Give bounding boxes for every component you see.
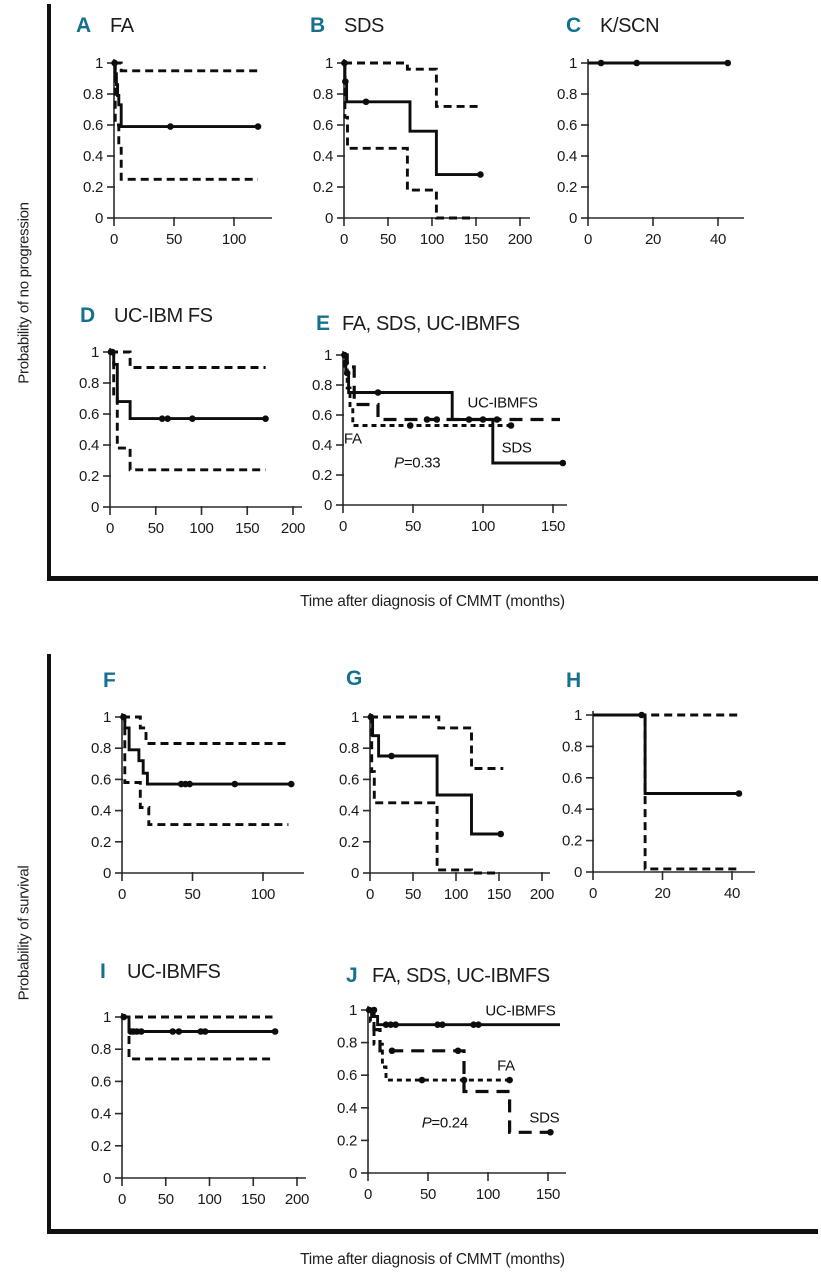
x-tick-label: 0 — [105, 520, 115, 537]
x-tick-label: 150 — [235, 520, 260, 537]
panel-letter: J — [346, 964, 358, 987]
x-tick-label: 0 — [339, 231, 349, 248]
censor-mark — [424, 416, 431, 423]
censor-mark — [419, 1077, 426, 1084]
y-tick-label: 0.8 — [91, 1041, 111, 1059]
y-tick-label: 1 — [348, 1002, 357, 1019]
censor-mark — [560, 460, 567, 467]
x-tick-label: 0 — [117, 886, 127, 903]
y-tick-label: 0.6 — [562, 769, 582, 787]
panel-title: K/SCN — [600, 15, 660, 37]
y-tick-label: 0 — [350, 865, 359, 882]
y-tick-label: 0 — [324, 210, 333, 227]
y-tick-label: 0.2 — [339, 833, 359, 851]
censor-mark — [232, 781, 239, 788]
annotation-label: FA — [497, 1057, 515, 1075]
series-upper_ci-line — [110, 352, 266, 368]
y-tick-label: 1 — [324, 55, 333, 72]
annotation-label: SDS — [501, 439, 532, 457]
annotation-label: UC-IBMFS — [467, 394, 538, 412]
censor-mark — [262, 415, 269, 422]
y-tick-label: 1 — [573, 707, 582, 724]
series-lower_ci-line — [344, 63, 474, 218]
x-tick-label: 200 — [507, 231, 533, 248]
x-tick-label: 50 — [147, 520, 164, 537]
annotation-label: P=0.24 — [421, 1114, 468, 1132]
censor-mark — [189, 415, 196, 422]
x-tick-label: 50 — [184, 886, 201, 903]
y-tick-label: 0.4 — [79, 437, 99, 454]
panel-F — [91, 669, 304, 903]
panel-title: FA — [110, 15, 134, 37]
y-tick-label: 0.8 — [313, 86, 333, 103]
y-tick-label: 0.2 — [562, 832, 582, 850]
y-tick-label: 0.6 — [312, 407, 332, 424]
y-tick-label: 0.8 — [337, 1034, 357, 1052]
y-tick-label: 0 — [568, 210, 577, 227]
y-tick-label: 0.6 — [313, 117, 333, 134]
panel-title: SDS — [344, 15, 384, 37]
y-tick-label: 0.2 — [79, 468, 99, 485]
censor-mark — [164, 415, 171, 422]
x-tick-label: 50 — [165, 231, 183, 248]
censor-mark — [138, 1028, 145, 1035]
censor-mark — [466, 416, 473, 423]
x-tick-label: 50 — [404, 886, 422, 903]
annotation-label: UC-IBMFS — [485, 1002, 556, 1020]
panel-I — [91, 960, 309, 1208]
y-tick-label: 0.4 — [313, 148, 333, 165]
x-tick-label: 150 — [241, 1191, 266, 1208]
y-tick-label: 0.4 — [312, 437, 332, 454]
y-tick-label: 1 — [568, 55, 577, 72]
y-tick-label: 0.6 — [337, 1067, 357, 1085]
x-tick-label: 50 — [404, 518, 422, 535]
y-tick-label: 0.2 — [91, 1137, 111, 1155]
x-tick-label: 0 — [117, 1191, 127, 1208]
y-tick-label: 0.4 — [339, 802, 359, 820]
y-tick-label: 0.2 — [337, 1132, 357, 1150]
y-tick-label: 0 — [102, 865, 111, 882]
censor-mark — [167, 123, 174, 130]
y-tick-label: 0.6 — [91, 1073, 111, 1091]
x-tick-label: 200 — [529, 886, 555, 903]
annotation-label: FA — [343, 430, 362, 448]
y-tick-label: 0 — [90, 499, 99, 516]
censor-mark — [407, 422, 414, 429]
panel-B — [310, 14, 532, 248]
x-tick-label: 50 — [157, 1191, 174, 1208]
censor-mark — [169, 1028, 176, 1035]
x-tick-label: 150 — [463, 231, 489, 248]
censor-mark — [434, 416, 441, 423]
censor-mark — [477, 171, 484, 178]
censor-mark — [480, 416, 487, 423]
x-tick-label: 100 — [443, 886, 469, 903]
y-tick-label: 0.6 — [557, 117, 577, 134]
y-tick-label: 1 — [94, 55, 103, 72]
censor-mark — [439, 1021, 446, 1028]
censor-mark — [461, 1077, 468, 1084]
y-axis-label-survival: Probability of survival — [15, 865, 33, 1001]
y-tick-label: 0.2 — [83, 179, 103, 196]
censor-mark — [736, 790, 743, 797]
x-axis-caption-bottom: Time after diagnosis of CMMT (months) — [300, 1251, 565, 1268]
censor-mark — [633, 60, 640, 67]
y-tick-label: 0.8 — [562, 738, 582, 756]
x-tick-label: 0 — [109, 231, 119, 248]
panel-letter: A — [76, 14, 92, 37]
x-tick-label: 0 — [338, 518, 348, 535]
censor-mark — [494, 416, 501, 423]
y-tick-label: 0.6 — [91, 771, 111, 789]
y-tick-label: 1 — [350, 709, 359, 726]
y-tick-label: 0.2 — [557, 179, 577, 196]
x-tick-label: 100 — [250, 886, 276, 903]
series-estimate-line — [122, 717, 291, 784]
x-tick-label: 100 — [419, 231, 445, 248]
y-tick-label: 0.6 — [79, 406, 99, 423]
series-estimate-line — [110, 352, 266, 419]
censor-mark — [176, 1028, 183, 1035]
x-tick-label: 50 — [379, 231, 397, 248]
y-tick-label: 0.8 — [91, 740, 111, 758]
x-tick-label: 0 — [588, 885, 598, 902]
censor-mark — [388, 753, 395, 760]
series-estimate-line — [593, 715, 739, 794]
y-tick-label: 0 — [94, 210, 103, 227]
x-tick-label: 150 — [540, 518, 566, 535]
x-tick-label: 100 — [189, 520, 214, 537]
panel-letter: B — [310, 14, 326, 37]
panel-letter: D — [80, 304, 96, 327]
y-tick-label: 0.4 — [91, 802, 111, 820]
censor-mark — [475, 1021, 482, 1028]
series-estimate-line — [344, 63, 480, 175]
series-upper_ci-line — [114, 63, 258, 71]
y-tick-label: 0.4 — [337, 1099, 357, 1117]
x-tick-label: 0 — [363, 1186, 373, 1203]
censor-mark — [497, 831, 504, 838]
censor-mark — [288, 781, 295, 788]
y-tick-label: 1 — [323, 347, 332, 364]
x-tick-label: 50 — [419, 1186, 437, 1203]
y-tick-label: 0.2 — [91, 833, 111, 851]
panel-E — [312, 312, 567, 535]
censor-mark — [186, 781, 193, 788]
y-tick-label: 0 — [573, 864, 582, 881]
censor-mark — [255, 123, 262, 130]
panel-A — [76, 14, 272, 248]
y-tick-label: 0.4 — [557, 148, 577, 165]
y-tick-label: 0.2 — [313, 179, 333, 196]
series-FA-line — [368, 1010, 510, 1080]
panel-letter: C — [566, 14, 582, 37]
x-tick-label: 100 — [475, 1186, 501, 1203]
y-tick-label: 0 — [348, 1165, 357, 1182]
y-tick-label: 0.4 — [91, 1105, 111, 1123]
censor-mark — [363, 98, 370, 105]
series-lower_ci-line — [110, 352, 266, 470]
x-tick-label: 40 — [723, 885, 741, 902]
censor-mark — [598, 60, 605, 67]
y-tick-label: 0.8 — [557, 86, 577, 103]
y-tick-label: 0.4 — [562, 801, 582, 819]
x-tick-label: 200 — [280, 520, 306, 537]
series-estimate-line — [114, 63, 258, 127]
x-tick-label: 100 — [221, 231, 247, 248]
series-lower_ci-line — [370, 717, 499, 873]
panel-title: UC-IBMFS — [127, 961, 221, 983]
panel-letter: I — [100, 960, 106, 983]
panel-C — [557, 14, 744, 248]
x-tick-label: 0 — [365, 886, 375, 903]
censor-mark — [547, 1129, 554, 1136]
series-upper_ci-line — [122, 717, 288, 744]
y-tick-label: 0.8 — [79, 375, 99, 392]
x-tick-label: 20 — [654, 885, 671, 902]
annotation-label: P=0.33 — [394, 454, 441, 472]
censor-mark — [202, 1028, 209, 1035]
series-estimate-line — [370, 717, 501, 834]
panel-title: UC-IBM FS — [114, 305, 213, 327]
panel-letter: E — [316, 312, 331, 335]
y-tick-label: 1 — [102, 709, 111, 726]
x-tick-label: 150 — [486, 886, 512, 903]
y-tick-label: 0.4 — [83, 148, 103, 165]
series-FA-line — [343, 355, 511, 426]
y-tick-label: 0 — [323, 497, 332, 514]
x-tick-label: 0 — [583, 231, 593, 248]
x-tick-label: 40 — [709, 231, 727, 248]
y-tick-label: 0.8 — [83, 86, 103, 103]
panel-G — [339, 667, 554, 903]
y-tick-label: 0 — [102, 1170, 111, 1187]
y-tick-label: 0.8 — [312, 377, 332, 394]
y-tick-label: 0.6 — [339, 771, 359, 789]
censor-mark — [455, 1047, 462, 1054]
censor-mark — [375, 389, 382, 396]
x-axis-caption-top: Time after diagnosis of CMMT (months) — [300, 593, 565, 610]
y-tick-label: 0.8 — [339, 740, 359, 758]
y-tick-label: 1 — [90, 344, 99, 361]
y-tick-label: 1 — [102, 1009, 111, 1026]
panel-title: FA, SDS, UC-IBMFS — [342, 313, 520, 335]
y-axis-label-no-progression: Probability of no progression — [15, 202, 33, 384]
series-lower_ci-line — [122, 1017, 273, 1059]
censor-mark — [392, 1021, 399, 1028]
censor-mark — [506, 1077, 513, 1084]
x-tick-label: 150 — [535, 1186, 561, 1203]
series-lower_ci-line — [114, 63, 258, 179]
annotation-label: SDS — [529, 1109, 560, 1127]
censor-mark — [508, 422, 515, 429]
panel-D — [79, 304, 305, 537]
panel-J — [337, 964, 566, 1203]
panel-letter: H — [566, 669, 582, 692]
y-tick-label: 0.6 — [83, 117, 103, 134]
x-tick-label: 200 — [284, 1191, 310, 1208]
censor-mark — [272, 1028, 279, 1035]
panel-title: FA, SDS, UC-IBMFS — [372, 965, 550, 987]
panel-letter: G — [346, 667, 363, 690]
panel-letter: F — [103, 669, 116, 692]
censor-mark — [389, 1047, 396, 1054]
censor-mark — [724, 60, 731, 67]
panel-H — [562, 669, 755, 902]
x-tick-label: 20 — [644, 231, 662, 248]
x-tick-label: 100 — [197, 1191, 222, 1208]
y-tick-label: 0.2 — [312, 467, 332, 484]
x-tick-label: 100 — [470, 518, 496, 535]
